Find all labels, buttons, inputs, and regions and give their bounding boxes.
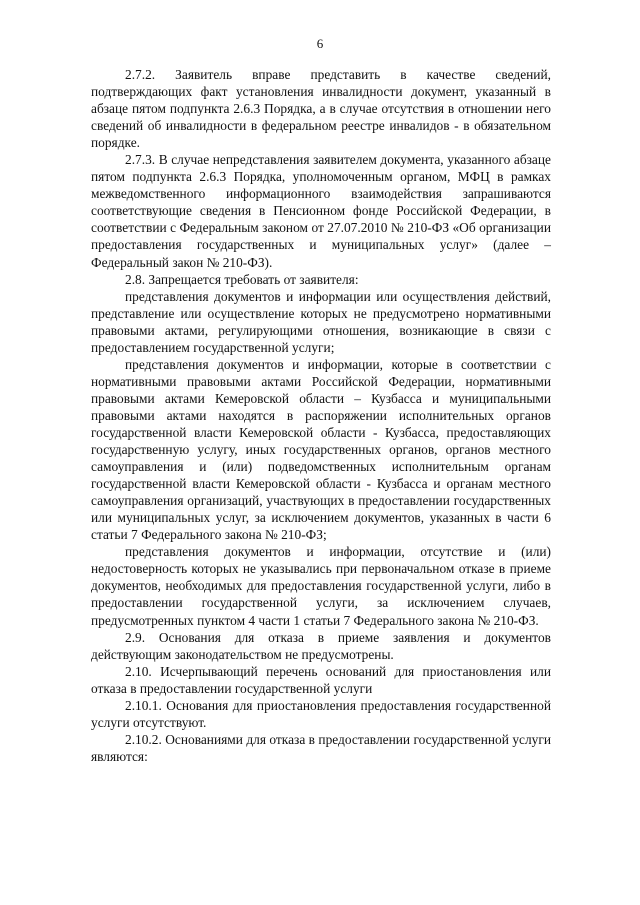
paragraph-2-8-item-3: представления документов и информации, отсутствие и (или) недостоверность которых не указывались при первоначальном отказе в приеме документов, необходимых для предоставления государственной услуги, либо в предоставлении государственной услуги, за исключением случаев, предусмотренных пунктом 4 части 1 статьи 7 Федерального закона № 210-ФЗ. (91, 544, 551, 628)
paragraph-2-8: 2.8. Запрещается требовать от заявителя: (125, 271, 359, 287)
document-body (91, 66, 551, 765)
paragraph-2-10-1: 2.10.1. Основания для приостановления предоставления государственной услуги отсутствуют. (91, 697, 551, 730)
paragraph-2-8-item-1: представления документов и информации или осуществления действий, представление или осуществление которых не предусмотрено нормативными правовыми актами, регулирующими отношения, возникающие в связи с предоставлением государственной услуги; (91, 288, 551, 355)
paragraph-2-10-2: 2.10.2. Основаниями для отказа в предоставлении государственной услуги являются: (91, 731, 551, 764)
paragraph-2-10: 2.10. Исчерпывающий перечень оснований для приостановления или отказа в предоставлении государственной услуги (91, 663, 551, 696)
paragraph-2-7-3: 2.7.3. В случае непредставления заявителем документа, указанного абзаце пятом подпункта 2.6.3 Порядка, уполномоченным органом, МФЦ в рамках межведомственного информационного взаимодействия запрашиваются соответствующие сведения в Пенсионном фонде Российской Федерации, в соответствии с Федеральным законом от 27.07.2010 № 210-ФЗ «Об организации предоставления государственных и муниципальных услуг» (далее – Федеральный закон № 210-ФЗ). (91, 152, 551, 270)
paragraph-2-8-item-2: представления документов и информации, которые в соответствии с нормативными правовыми актами Российской Федерации, нормативными правовыми актами Кемеровской области – Кузбасса и муниципальными правовыми актами находятся в распоряжении исполнительных органов государственной власти Кемеровской области - Кузбасса, предоставляющих государственную услугу, иных государственных органов, органов местного самоуправления и (или) подведомственных исполнительным органам государственной власти Кемеровской области - Кузбасса и органам местного самоуправления организаций, участвующих в предоставлении государственных или муниципальных услуг, за исключением документов, указанных в части 6 статьи 7 Федерального закона № 210-ФЗ; (91, 356, 551, 543)
paragraph-2-9: 2.9. Основания для отказа в приеме заявления и документов действующим законодательством не предусмотрены. (91, 629, 551, 662)
page-number: 6 (316, 36, 324, 51)
paragraph-2-7-2: 2.7.2. Заявитель вправе представить в качестве сведений, подтверждающих факт установления инвалидности документ, указанный в абзаце пятом подпункта 2.6.3 Порядка, а в случае отсутствия в отношении него сведений об инвалидности в федеральном реестре инвалидов - в обязательном порядке. (91, 67, 551, 151)
